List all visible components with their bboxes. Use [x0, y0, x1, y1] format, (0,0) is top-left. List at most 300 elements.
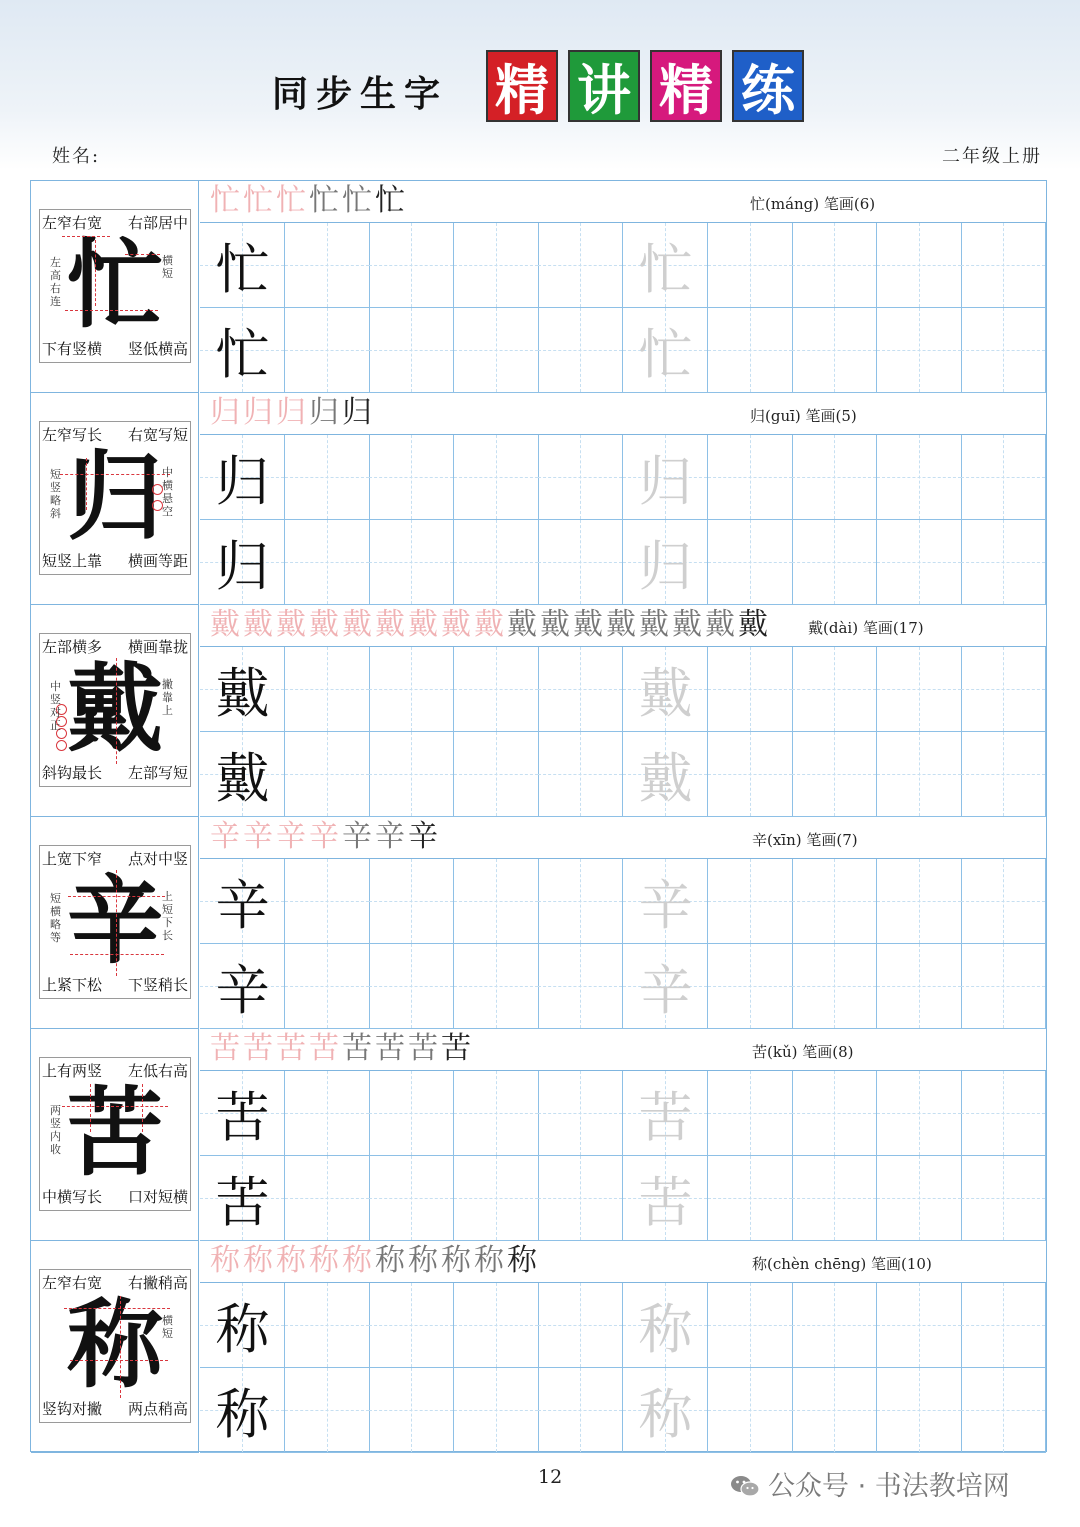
practice-cell[interactable] — [369, 944, 454, 1029]
structure-note: 中竖对正 — [50, 680, 61, 732]
pinyin-stroke-info: 苦(kǔ) 笔画(8) — [752, 1043, 854, 1061]
practice-cell[interactable] — [538, 944, 623, 1029]
practice-cell[interactable] — [792, 1283, 877, 1368]
structure-card — [39, 1057, 191, 1211]
structure-note: 上短下长 — [162, 890, 173, 942]
tracing-character: 戴 — [638, 747, 693, 810]
stroke-step: 称 — [474, 1243, 507, 1278]
practice-cell[interactable] — [454, 1283, 539, 1368]
structure-tip: 点对中竖 — [127, 850, 188, 868]
practice-cell[interactable] — [369, 308, 454, 393]
stroke-step: 归 — [276, 395, 309, 430]
practice-cell[interactable] — [877, 308, 962, 393]
practice-cell[interactable] — [961, 223, 1046, 308]
stroke-step: 戴 — [375, 607, 408, 642]
practice-cell[interactable] — [200, 1368, 285, 1453]
page-number: 12 — [538, 1466, 563, 1488]
stroke-step: 归 — [243, 395, 276, 430]
guide-mark — [116, 870, 117, 976]
practice-grid — [200, 223, 1046, 393]
stroke-step: 辛 — [408, 819, 441, 854]
practice-cell[interactable] — [369, 435, 454, 520]
structure-cell — [31, 181, 199, 393]
practice-cell[interactable] — [454, 1156, 539, 1241]
structure-tip: 两点稍高 — [127, 1400, 188, 1418]
practice-cell[interactable] — [961, 520, 1046, 605]
practice-cell[interactable] — [538, 308, 623, 393]
model-character: 戴 — [215, 747, 270, 810]
model-character: 辛 — [215, 874, 270, 937]
model-character: 称 — [215, 1298, 270, 1361]
stroke-step: 称 — [309, 1243, 342, 1278]
tracing-character: 戴 — [638, 662, 693, 725]
practice-cell[interactable] — [792, 308, 877, 393]
practice-cell[interactable] — [454, 1071, 539, 1156]
stroke-step: 戴 — [474, 607, 507, 642]
structure-cell — [31, 1241, 199, 1453]
practice-cell[interactable] — [877, 647, 962, 732]
structure-tip: 竖低横高 — [127, 340, 188, 358]
practice-cell[interactable] — [538, 859, 623, 944]
guide-mark — [62, 236, 110, 237]
practice-cell[interactable] — [961, 435, 1046, 520]
structure-tip: 下有竖横 — [42, 340, 103, 358]
practice-grid — [200, 647, 1046, 817]
stroke-step: 忙 — [375, 183, 408, 218]
practice-cell[interactable] — [200, 944, 285, 1029]
stroke-step: 戴 — [705, 607, 738, 642]
stroke-step: 戴 — [210, 607, 243, 642]
stroke-step: 戴 — [507, 607, 540, 642]
practice-cell[interactable] — [285, 1283, 370, 1368]
practice-cell[interactable] — [369, 520, 454, 605]
model-character: 归 — [215, 535, 270, 598]
stroke-step: 戴 — [606, 607, 639, 642]
stroke-order-row — [200, 1029, 1046, 1071]
structure-cell — [31, 1029, 199, 1241]
practice-cell[interactable] — [538, 223, 623, 308]
model-character: 忙 — [215, 238, 270, 301]
practice-cell[interactable] — [200, 1156, 285, 1241]
stroke-step: 称 — [375, 1243, 408, 1278]
tracing-character: 称 — [638, 1298, 693, 1361]
guide-mark — [95, 240, 96, 306]
character-block — [31, 1241, 1046, 1453]
practice-cell[interactable] — [454, 732, 539, 817]
stroke-step: 忙 — [210, 183, 243, 218]
stroke-step: 苦 — [309, 1031, 342, 1066]
stroke-order-row — [200, 605, 1046, 647]
stroke-sequence — [210, 607, 771, 643]
practice-cell[interactable] — [369, 1156, 454, 1241]
stroke-step: 忙 — [309, 183, 342, 218]
sample-character: 苦 — [67, 1076, 163, 1189]
practice-cell[interactable] — [792, 859, 877, 944]
structure-cell — [31, 817, 199, 1029]
pinyin-stroke-info: 忙(máng) 笔画(6) — [750, 195, 876, 213]
stroke-step: 称 — [243, 1243, 276, 1278]
guide-mark — [62, 1106, 168, 1107]
practice-cell[interactable] — [369, 732, 454, 817]
practice-cell[interactable] — [454, 859, 539, 944]
practice-cell[interactable] — [708, 308, 793, 393]
practice-cell[interactable] — [285, 308, 370, 393]
model-character: 戴 — [215, 662, 270, 725]
stroke-sequence — [210, 1031, 474, 1067]
stroke-step: 戴 — [639, 607, 672, 642]
character-block — [31, 1029, 1046, 1241]
practice-cell[interactable] — [877, 1368, 962, 1453]
structure-card — [39, 845, 191, 999]
practice-cell[interactable] — [285, 1071, 370, 1156]
stroke-step: 辛 — [243, 819, 276, 854]
stroke-step: 戴 — [540, 607, 573, 642]
stroke-step: 忙 — [243, 183, 276, 218]
practice-cell[interactable] — [961, 1283, 1046, 1368]
stroke-step: 戴 — [672, 607, 705, 642]
model-character: 忙 — [215, 323, 270, 386]
practice-cell[interactable] — [200, 308, 285, 393]
structure-tip: 右撇稍高 — [127, 1274, 188, 1292]
practice-cell[interactable] — [538, 1368, 623, 1453]
grade-label: 二年级上册 — [942, 146, 1042, 167]
practice-cell[interactable] — [538, 647, 623, 732]
practice-cell[interactable] — [369, 223, 454, 308]
structure-tip: 横画等距 — [127, 552, 188, 570]
structure-note: 左高右连 — [50, 256, 61, 308]
practice-cell[interactable] — [454, 435, 539, 520]
practice-cell[interactable] — [454, 308, 539, 393]
stroke-step: 戴 — [309, 607, 342, 642]
structure-tip: 横画靠拢 — [127, 638, 188, 656]
structure-tip: 左窄右宽 — [42, 1274, 103, 1292]
practice-cell[interactable] — [623, 732, 708, 817]
practice-cell[interactable] — [623, 1283, 708, 1368]
practice-cell[interactable] — [285, 859, 370, 944]
structure-tip: 下竖稍长 — [127, 976, 188, 994]
model-character: 苦 — [215, 1171, 270, 1234]
practice-cell[interactable] — [454, 944, 539, 1029]
practice-cell[interactable] — [877, 859, 962, 944]
structure-tip: 左窄写长 — [42, 426, 103, 444]
character-block — [31, 817, 1046, 1029]
practice-cell[interactable] — [708, 647, 793, 732]
sample-character: 忙 — [67, 228, 163, 341]
stroke-step: 称 — [408, 1243, 441, 1278]
page-title: 同步生字 — [272, 74, 449, 115]
practice-cell[interactable] — [708, 1283, 793, 1368]
structure-note: 两竖内收 — [50, 1104, 61, 1156]
practice-cell[interactable] — [792, 647, 877, 732]
structure-tip: 中横写长 — [42, 1188, 103, 1206]
practice-cell[interactable] — [285, 223, 370, 308]
tracing-character: 忙 — [638, 323, 693, 386]
stroke-step: 戴 — [243, 607, 276, 642]
structure-note: 短横略等 — [50, 892, 61, 944]
practice-grid — [200, 1071, 1046, 1241]
practice-grid — [200, 859, 1046, 1029]
stroke-step: 苦 — [276, 1031, 309, 1066]
sample-character: 辛 — [67, 864, 163, 977]
practice-cell[interactable] — [200, 223, 285, 308]
practice-cell[interactable] — [200, 859, 285, 944]
pinyin-stroke-info: 戴(dài) 笔画(17) — [808, 619, 924, 637]
model-character: 辛 — [215, 959, 270, 1022]
guide-mark — [56, 740, 67, 751]
stroke-step: 戴 — [441, 607, 474, 642]
guide-mark — [65, 310, 158, 311]
practice-cell[interactable] — [877, 223, 962, 308]
tracing-character: 辛 — [638, 959, 693, 1022]
structure-card — [39, 1269, 191, 1423]
practice-cell[interactable] — [285, 435, 370, 520]
practice-cell[interactable] — [708, 732, 793, 817]
practice-cell[interactable] — [708, 520, 793, 605]
practice-cell[interactable] — [792, 435, 877, 520]
practice-cell[interactable] — [877, 1283, 962, 1368]
practice-cell[interactable] — [623, 435, 708, 520]
character-block — [31, 393, 1046, 605]
tracing-character: 苦 — [638, 1086, 693, 1149]
practice-cell[interactable] — [369, 1071, 454, 1156]
stroke-step: 苦 — [375, 1031, 408, 1066]
practice-cell[interactable] — [961, 944, 1046, 1029]
stroke-step: 称 — [276, 1243, 309, 1278]
practice-cell[interactable] — [623, 223, 708, 308]
tracing-character: 称 — [638, 1383, 693, 1446]
practice-cell[interactable] — [200, 732, 285, 817]
guide-mark — [64, 1308, 170, 1309]
stroke-order-row — [200, 1241, 1046, 1283]
stroke-sequence — [210, 1243, 540, 1279]
practice-cell[interactable] — [961, 647, 1046, 732]
badge-lian: 练 — [732, 50, 804, 122]
practice-cell[interactable] — [961, 859, 1046, 944]
practice-grid — [200, 1283, 1046, 1453]
practice-cell[interactable] — [538, 435, 623, 520]
practice-cell[interactable] — [538, 732, 623, 817]
structure-note: 中横悬空 — [162, 466, 173, 518]
practice-cell[interactable] — [708, 1368, 793, 1453]
structure-cell — [31, 605, 199, 817]
practice-cell[interactable] — [454, 1368, 539, 1453]
practice-cell[interactable] — [285, 944, 370, 1029]
practice-cell[interactable] — [538, 1283, 623, 1368]
model-character: 称 — [215, 1383, 270, 1446]
stroke-step: 忙 — [342, 183, 375, 218]
guide-mark — [70, 954, 164, 955]
practice-cell[interactable] — [200, 520, 285, 605]
practice-sheet — [30, 180, 1047, 1452]
practice-cell[interactable] — [369, 1368, 454, 1453]
watermark — [730, 1464, 1010, 1503]
practice-cell[interactable] — [792, 520, 877, 605]
practice-cell[interactable] — [708, 859, 793, 944]
practice-cell[interactable] — [708, 435, 793, 520]
structure-card — [39, 209, 191, 363]
practice-cell[interactable] — [285, 520, 370, 605]
structure-tip: 左部横多 — [42, 638, 103, 656]
guide-mark — [125, 254, 160, 255]
practice-cell[interactable] — [961, 732, 1046, 817]
title-badges — [486, 50, 804, 122]
stroke-step: 戴 — [738, 607, 771, 642]
practice-cell[interactable] — [961, 308, 1046, 393]
sample-character: 归 — [67, 440, 163, 553]
structure-tip: 上紧下松 — [42, 976, 103, 994]
tracing-character: 辛 — [638, 874, 693, 937]
stroke-order-row — [200, 817, 1046, 859]
stroke-sequence — [210, 395, 375, 431]
model-character: 归 — [215, 450, 270, 513]
stroke-step: 辛 — [309, 819, 342, 854]
stroke-step: 戴 — [573, 607, 606, 642]
practice-cell[interactable] — [623, 1071, 708, 1156]
stroke-step: 戴 — [408, 607, 441, 642]
stroke-step: 戴 — [276, 607, 309, 642]
stroke-sequence — [210, 183, 408, 219]
practice-grid — [200, 435, 1046, 605]
stroke-step: 归 — [309, 395, 342, 430]
pinyin-stroke-info: 归(guī) 笔画(5) — [750, 407, 857, 425]
practice-cell[interactable] — [792, 1156, 877, 1241]
tracing-character: 归 — [638, 535, 693, 598]
practice-cell[interactable] — [877, 1156, 962, 1241]
stroke-step: 忙 — [276, 183, 309, 218]
practice-cell[interactable] — [200, 647, 285, 732]
practice-cell[interactable] — [285, 1368, 370, 1453]
sample-character: 称 — [67, 1288, 163, 1401]
practice-cell[interactable] — [623, 1156, 708, 1241]
guide-mark — [70, 1360, 168, 1361]
structure-tip: 短竖上靠 — [42, 552, 103, 570]
stroke-step: 苦 — [441, 1031, 474, 1066]
practice-cell[interactable] — [369, 1283, 454, 1368]
badge-jing-1: 精 — [486, 50, 558, 122]
stroke-step: 辛 — [375, 819, 408, 854]
tracing-character: 归 — [638, 450, 693, 513]
structure-note: 横短 — [162, 254, 173, 280]
stroke-step: 戴 — [342, 607, 375, 642]
structure-tip: 斜钩最长 — [42, 764, 103, 782]
stroke-step: 归 — [342, 395, 375, 430]
structure-card — [39, 633, 191, 787]
tracing-character: 忙 — [638, 238, 693, 301]
model-character: 苦 — [215, 1086, 270, 1149]
practice-cell[interactable] — [538, 1071, 623, 1156]
practice-cell[interactable] — [961, 1156, 1046, 1241]
practice-cell[interactable] — [200, 435, 285, 520]
wechat-icon — [730, 1474, 760, 1498]
structure-cell — [31, 393, 199, 605]
practice-cell[interactable] — [708, 223, 793, 308]
sample-character: 戴 — [67, 652, 163, 765]
stroke-step: 苦 — [408, 1031, 441, 1066]
practice-cell[interactable] — [623, 647, 708, 732]
character-block — [31, 181, 1046, 393]
character-block — [31, 605, 1046, 817]
guide-mark — [90, 1084, 91, 1132]
structure-note: 横短 — [162, 1314, 173, 1340]
practice-cell[interactable] — [454, 223, 539, 308]
guide-mark — [116, 658, 117, 764]
stroke-step: 苦 — [210, 1031, 243, 1066]
practice-cell[interactable] — [877, 435, 962, 520]
badge-jing-2: 精 — [650, 50, 722, 122]
practice-cell[interactable] — [792, 944, 877, 1029]
structure-note: 撇靠上 — [162, 678, 173, 717]
practice-cell[interactable] — [623, 859, 708, 944]
practice-cell[interactable] — [708, 1156, 793, 1241]
practice-cell[interactable] — [454, 647, 539, 732]
badge-jiang: 讲 — [568, 50, 640, 122]
structure-tip: 竖钩对撇 — [42, 1400, 103, 1418]
guide-mark — [120, 1296, 121, 1398]
practice-cell[interactable] — [623, 1368, 708, 1453]
stroke-step: 辛 — [210, 819, 243, 854]
structure-tip: 右宽写短 — [127, 426, 188, 444]
practice-cell[interactable] — [877, 520, 962, 605]
structure-tip: 口对短横 — [127, 1188, 188, 1206]
stroke-step: 称 — [507, 1243, 540, 1278]
structure-note: 短竖略斜 — [50, 468, 61, 520]
practice-cell[interactable] — [369, 647, 454, 732]
practice-cell[interactable] — [285, 732, 370, 817]
practice-cell[interactable] — [454, 520, 539, 605]
stroke-step: 称 — [210, 1243, 243, 1278]
structure-tip: 左部写短 — [127, 764, 188, 782]
stroke-sequence — [210, 819, 441, 855]
practice-cell[interactable] — [623, 944, 708, 1029]
practice-cell[interactable] — [792, 732, 877, 817]
stroke-order-row — [200, 181, 1046, 223]
practice-cell[interactable] — [708, 944, 793, 1029]
practice-cell[interactable] — [623, 308, 708, 393]
practice-cell[interactable] — [285, 1156, 370, 1241]
structure-tip: 左窄右宽 — [42, 214, 103, 232]
stroke-step: 苦 — [342, 1031, 375, 1066]
practice-cell[interactable] — [961, 1368, 1046, 1453]
practice-cell[interactable] — [369, 859, 454, 944]
practice-cell[interactable] — [877, 732, 962, 817]
practice-cell[interactable] — [538, 520, 623, 605]
pinyin-stroke-info: 辛(xīn) 笔画(7) — [752, 831, 858, 849]
practice-cell[interactable] — [877, 944, 962, 1029]
practice-cell[interactable] — [538, 1156, 623, 1241]
practice-cell[interactable] — [708, 1071, 793, 1156]
watermark-text: 公众号 · 书法教培网 — [768, 1471, 1010, 1502]
stroke-step: 称 — [441, 1243, 474, 1278]
structure-card — [39, 421, 191, 575]
practice-cell[interactable] — [961, 1071, 1046, 1156]
pinyin-stroke-info: 称(chèn chēng) 笔画(10) — [752, 1255, 932, 1273]
practice-cell[interactable] — [792, 223, 877, 308]
practice-cell[interactable] — [200, 1283, 285, 1368]
structure-tip: 上有两竖 — [42, 1062, 103, 1080]
name-label: 姓名: — [52, 146, 101, 167]
stroke-step: 称 — [342, 1243, 375, 1278]
structure-tip: 左低右高 — [127, 1062, 188, 1080]
practice-cell[interactable] — [285, 647, 370, 732]
practice-cell[interactable] — [792, 1368, 877, 1453]
guide-mark — [86, 458, 87, 510]
practice-cell[interactable] — [792, 1071, 877, 1156]
structure-tip: 上宽下窄 — [42, 850, 103, 868]
stroke-step: 归 — [210, 395, 243, 430]
practice-cell[interactable] — [200, 1071, 285, 1156]
practice-cell[interactable] — [877, 1071, 962, 1156]
practice-cell[interactable] — [623, 520, 708, 605]
